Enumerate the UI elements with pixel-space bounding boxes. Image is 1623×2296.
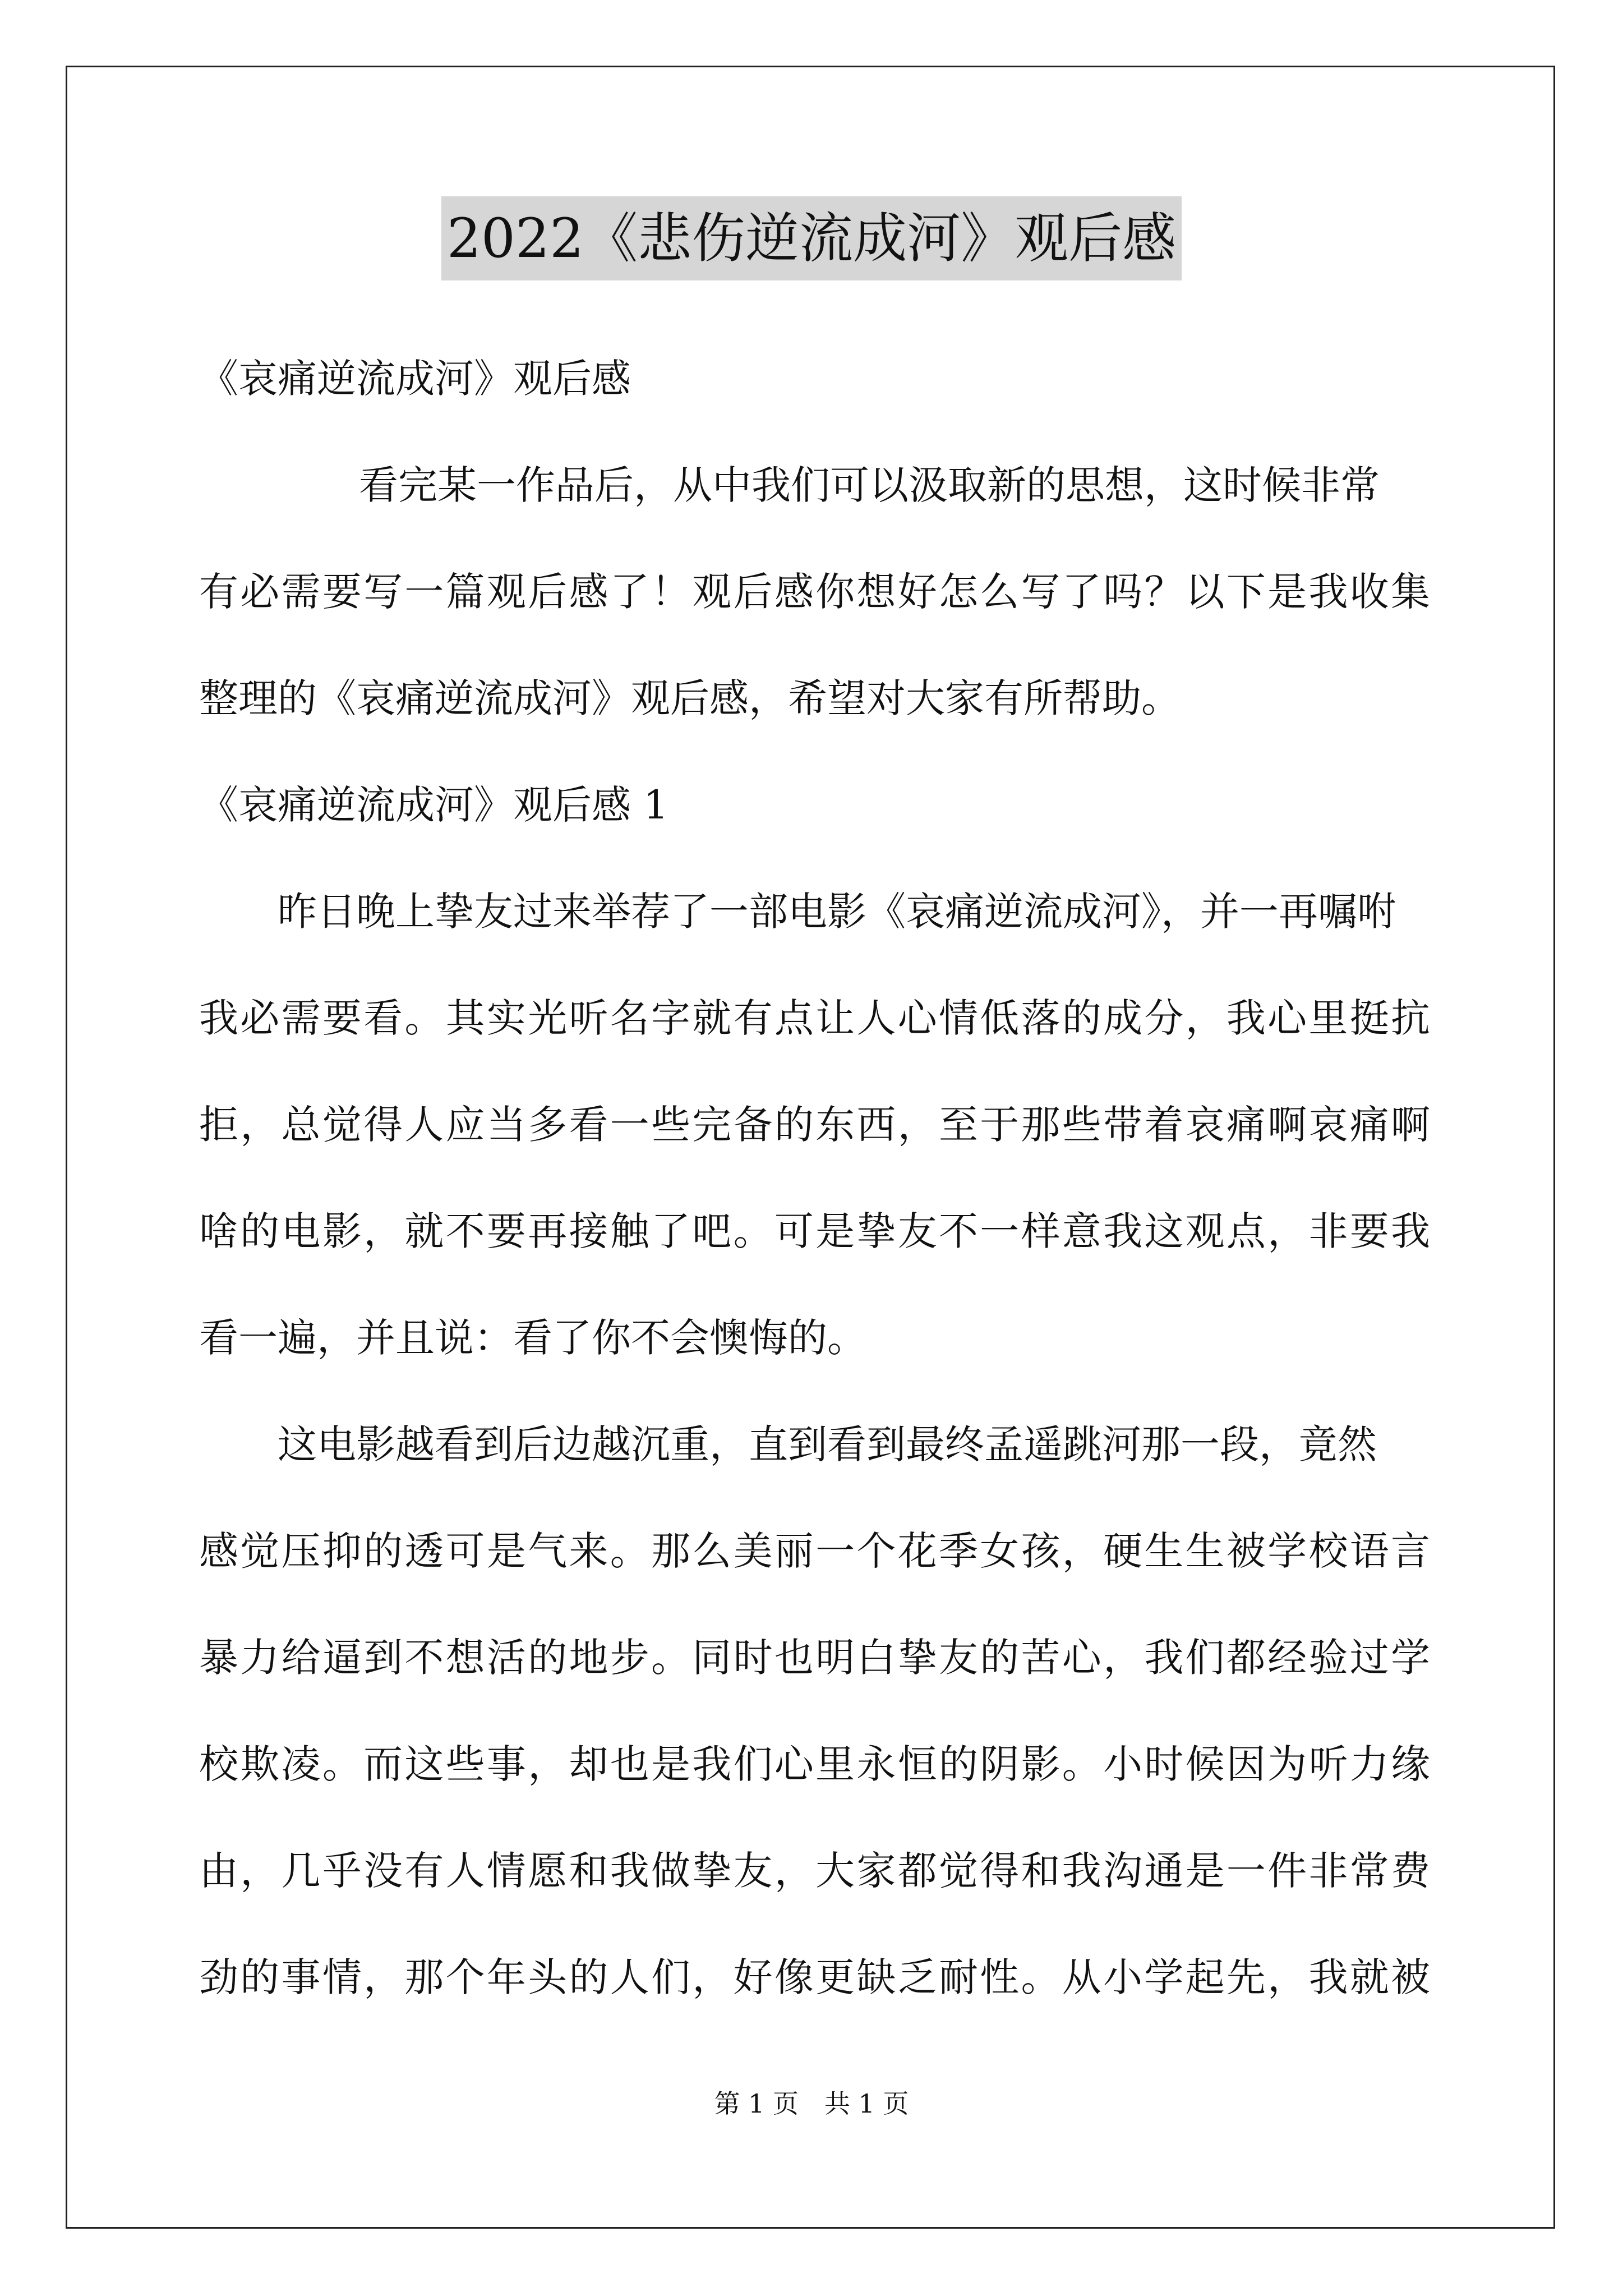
paragraph2-line-2: 感觉压抑的透可是气来。那么美丽一个花季女孩，硬生生被学校语言 [199,1528,1430,1574]
section-heading: 《哀痛逆流成河》观后感 1 [199,782,668,828]
document-title [0,194,1623,283]
intro-line-1: 看完某一作品后，从中我们可以汲取新的思想，这时候非常 [359,462,1380,508]
paragraph1-line-3: 拒，总觉得人应当多看一些完备的东西，至于那些带着哀痛啊哀痛啊 [199,1102,1430,1148]
intro-line-3: 整理的《哀痛逆流成河》观后感，希望对大家有所帮助。 [199,675,1181,721]
page-number-footer: 第 1 页 共 1 页 [714,2088,909,2119]
subtitle: 《哀痛逆流成河》观后感 [199,356,631,402]
document-title-text: 2022《悲伤逆流成河》观后感 [441,196,1182,280]
paragraph1-line-2: 我必需要看。其实光听名字就有点让人心情低落的成分，我心里挺抗 [199,995,1430,1041]
paragraph2-line-5: 由，几乎没有人情愿和我做挚友，大家都觉得和我沟通是一件非常费 [199,1848,1430,1894]
intro-line-2: 有必需要写一篇观后感了！观后感你想好怎么写了吗？以下是我收集 [199,569,1430,615]
paragraph2-line-1: 这电影越看到后边越沉重，直到看到最终孟遥跳河那一段，竟然 [278,1421,1377,1467]
paragraph2-line-3: 暴力给逼到不想活的地步。同时也明白挚友的苦心，我们都经验过学 [199,1635,1430,1681]
paragraph1-line-5: 看一遍，并且说：看了你不会懊悔的。 [199,1315,866,1361]
paragraph1-line-1: 昨日晚上挚友过来举荐了一部电影《哀痛逆流成河》，并一再嘱咐 [278,889,1396,935]
paragraph2-line-4: 校欺凌。而这些事，却也是我们心里永恒的阴影。小时候因为听力缘 [199,1741,1430,1787]
paragraph1-line-4: 啥的电影，就不要再接触了吧。可是挚友不一样意我这观点，非要我 [199,1208,1430,1254]
paragraph2-line-6: 劲的事情，那个年头的人们，好像更缺乏耐性。从小学起先，我就被 [199,1954,1430,2000]
